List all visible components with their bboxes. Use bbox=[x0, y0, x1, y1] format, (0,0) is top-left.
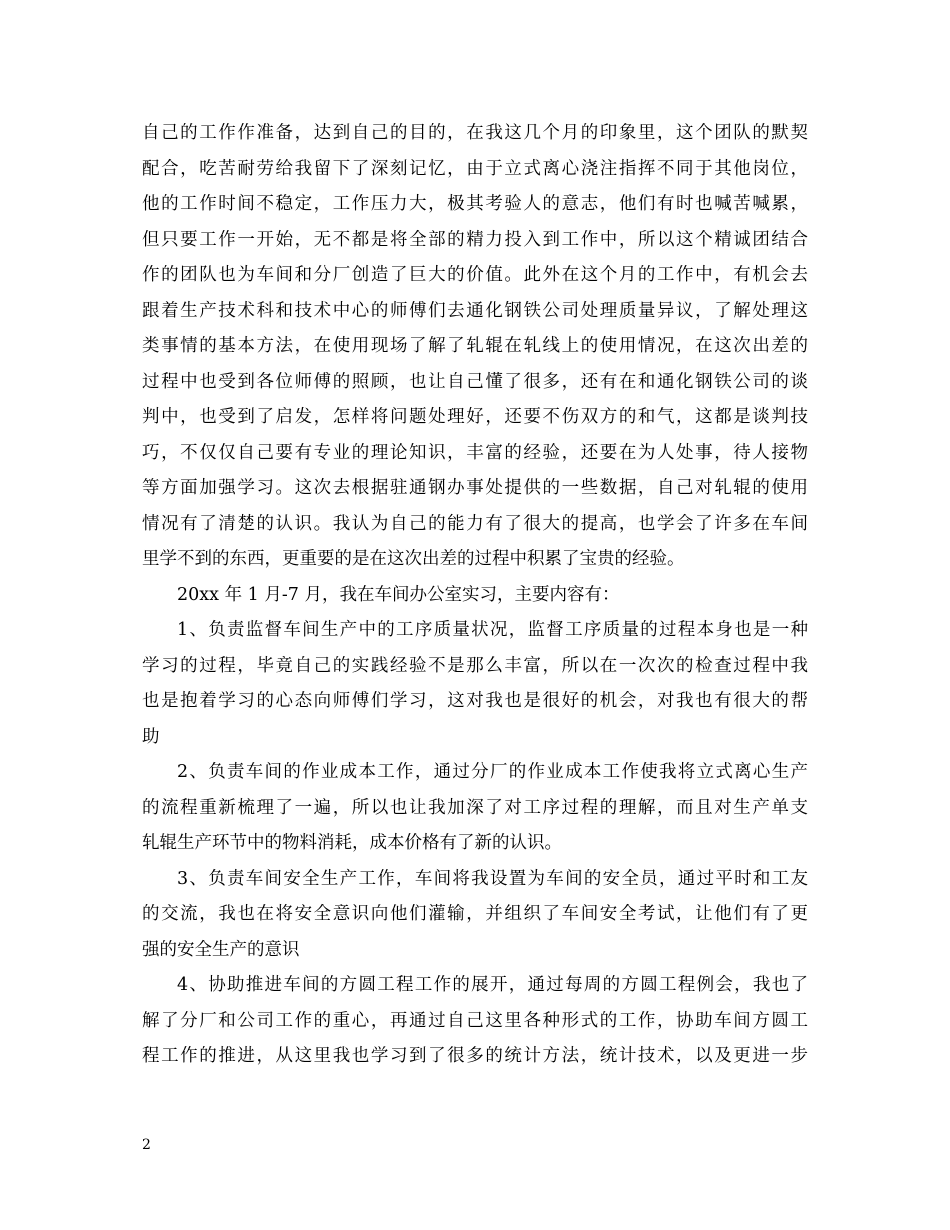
text-line: 配合，吃苦耐劳给我留下了深刻记忆，由于立式离心浇注指挥不同于其他岗位， bbox=[142, 158, 808, 179]
text-line: 过程中也受到各位师傅的照顾，也让自己懂了很多，还有在和通化钢铁公司的谈 bbox=[142, 371, 808, 392]
text-line: 作的团队也为车间和分厂创造了巨大的价值。此外在这个月的工作中，有机会去 bbox=[142, 265, 808, 285]
text-line: 学习的过程，毕竟自己的实践经验不是那么丰富，所以在一次次的检查过程中我 bbox=[142, 655, 808, 676]
text-line: 跟着生产技术科和技术中心的师傅们去通化钢铁公司处理质量异议，了解处理这 bbox=[142, 300, 808, 321]
text-line: 的流程重新梳理了一遍，所以也让我加深了对工序过程的理解，而且对生产单支 bbox=[142, 797, 808, 818]
text-line: 20xx 年 1 月-7 月，我在车间办公室实习，主要内容有： bbox=[177, 584, 620, 605]
text-line: 里学不到的东西，更重要的是在这次出差的过程中积累了宝贵的经验。 bbox=[142, 549, 685, 569]
text-line: 也是抱着学习的心态向师傅们学习，这对我也是很好的机会，对我也有很大的帮 bbox=[142, 691, 808, 711]
text-line: 强的安全生产的意识 bbox=[142, 939, 300, 960]
text-line: 解了分厂和公司工作的重心，再通过自己这里各种形式的工作，协助车间方圆工 bbox=[142, 1010, 808, 1031]
text-line: 判中，也受到了启发，怎样将问题处理好，还要不伤双方的和气，这都是谈判技 bbox=[142, 407, 808, 427]
text-line: 2、负责车间的作业成本工作，通过分厂的作业成本工作使我将立式离心生产 bbox=[177, 762, 808, 782]
text-line: 助 bbox=[142, 726, 160, 747]
text-line: 3、负责车间安全生产工作，车间将我设置为车间的安全员，通过平时和工友 bbox=[177, 868, 808, 889]
text-line: 的交流，我也在将安全意识向他们灌输，并组织了车间安全考试，让他们有了更 bbox=[142, 904, 808, 924]
text-line: 巧，不仅仅自己要有专业的理论知识，丰富的经验，还要在为人处事，待人接物 bbox=[142, 442, 808, 463]
text-line: 但只要工作一开始，无不都是将全部的精力投入到工作中，所以这个精诚团结合 bbox=[142, 229, 808, 250]
text-line: 4、协助推进车间的方圆工程工作的展开，通过每周的方圆工程例会，我也了 bbox=[177, 975, 808, 995]
body-text bbox=[142, 116, 808, 1075]
page-number: 2 bbox=[142, 1137, 151, 1153]
text-line: 轧辊生产环节中的物料消耗，成本价格有了新的认识。 bbox=[142, 833, 562, 853]
text-line: 等方面加强学习。这次去根据驻通钢办事处提供的一些数据，自己对轧辊的使用 bbox=[142, 478, 808, 498]
text-line: 情况有了清楚的认识。我认为自己的能力有了很大的提高，也学会了许多在车间 bbox=[142, 513, 808, 534]
text-line: 类事情的基本方法，在使用现场了解了轧辊在轧线上的使用情况，在这次出差的 bbox=[142, 336, 808, 356]
text-line: 1、负责监督车间生产中的工序质量状况，监督工序质量的过程本身也是一种 bbox=[177, 620, 808, 640]
text-line: 他的工作时间不稳定，工作压力大，极其考验人的意志，他们有时也喊苦喊累， bbox=[142, 194, 808, 214]
text-line: 程工作的推进，从这里我也学习到了很多的统计方法，统计技术，以及更进一步 bbox=[142, 1046, 808, 1066]
text-line: 自己的工作作准备，达到自己的目的，在我这几个月的印象里，这个团队的默契 bbox=[142, 123, 808, 143]
